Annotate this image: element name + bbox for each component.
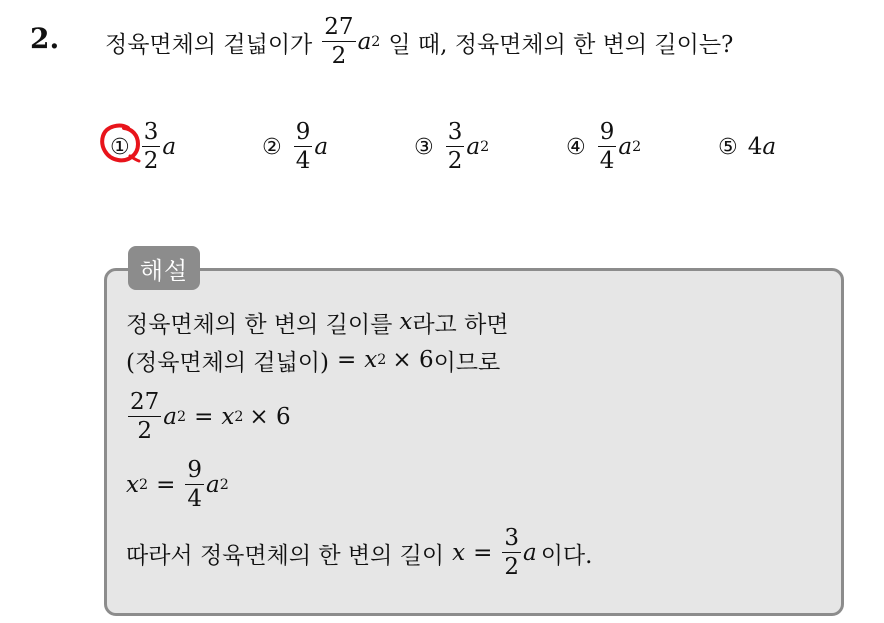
solution-line-1 — [126, 304, 509, 340]
choice-label: ③ — [414, 134, 434, 160]
solution-variable: a — [523, 540, 537, 566]
solution-variable: x — [452, 540, 466, 566]
solution-exponent: 2 — [177, 409, 187, 425]
solution-text: 라고 하면 — [412, 311, 509, 338]
solution-variable: x — [364, 347, 378, 373]
choice-numerator: 9 — [295, 119, 311, 145]
solution-text: (정육면체의 겉넓이) — [126, 349, 330, 376]
choice-denominator: 2 — [447, 148, 463, 174]
choice-1[interactable] — [110, 114, 176, 180]
choice-numerator: 3 — [143, 119, 159, 145]
solution-line-3 — [126, 386, 291, 448]
solution-line-5 — [126, 522, 592, 584]
choice-fraction — [142, 121, 161, 173]
choice-5[interactable] — [718, 114, 776, 180]
choice-label: ④ — [566, 134, 586, 160]
choice-fraction — [294, 121, 313, 173]
solution-equals: = — [473, 540, 493, 566]
solution-times: × 6 — [249, 404, 291, 430]
question-before: 정육면체의 겉넓이가 — [105, 31, 313, 58]
choice-label: ② — [262, 134, 282, 160]
choice-variable: a — [466, 134, 481, 160]
solution-exponent: 2 — [377, 352, 387, 368]
solution-denominator: 2 — [504, 554, 519, 580]
choice-variable: a — [762, 134, 777, 160]
question-number: 2. — [30, 22, 60, 55]
solution-equals: = — [194, 404, 214, 430]
solution-tag: 해설 — [128, 246, 200, 290]
solution-denominator: 4 — [187, 486, 202, 512]
solution-variable: x — [221, 404, 235, 430]
solution-line-2 — [126, 342, 500, 378]
question-frac-numerator: 27 — [324, 14, 354, 40]
solution-variable: a — [163, 404, 177, 430]
choice-4[interactable] — [566, 114, 641, 180]
solution-exponent: 2 — [234, 409, 244, 425]
choice-denominator: 2 — [143, 148, 159, 174]
solution-variable: a — [205, 472, 220, 498]
choice-fraction — [446, 121, 465, 173]
choice-denominator: 4 — [295, 148, 311, 174]
choice-3[interactable] — [414, 114, 489, 180]
choice-variable: a — [618, 134, 633, 160]
solution-text: 따라서 정육면체의 한 변의 길이 — [126, 542, 445, 569]
solution-numerator: 27 — [130, 389, 160, 415]
solution-numerator: 9 — [187, 457, 202, 483]
choice-numerator: 3 — [447, 119, 463, 145]
solution-times: × 6 — [392, 347, 434, 373]
question-text — [105, 10, 733, 74]
choice-label: ⑤ — [718, 134, 738, 160]
choice-exponent: 2 — [480, 139, 490, 155]
choice-variable: a — [314, 134, 329, 160]
solution-equals: = — [337, 347, 357, 373]
solution-equals: = — [156, 472, 176, 498]
choice-2[interactable] — [262, 114, 328, 180]
choice-exponent: 2 — [632, 139, 642, 155]
solution-text: 정육면체의 한 변의 길이를 — [126, 311, 393, 338]
question-variable: a — [357, 29, 372, 55]
choice-fraction — [598, 121, 617, 173]
question-exponent: 2 — [371, 34, 381, 50]
question-frac-denominator: 2 — [331, 43, 347, 69]
choice-coefficient: 4 — [747, 134, 763, 160]
choice-denominator: 4 — [599, 148, 615, 174]
solution-denominator: 2 — [137, 418, 152, 444]
solution-text: 이다. — [540, 542, 593, 569]
solution-variable: x — [126, 472, 139, 498]
solution-exponent: 2 — [219, 477, 229, 493]
question-after: 일 때, 정육면체의 한 변의 길이는? — [388, 31, 734, 58]
choice-numerator: 9 — [599, 119, 615, 145]
choice-variable: a — [162, 134, 177, 160]
solution-exponent: 2 — [138, 477, 149, 493]
solution-fraction — [185, 459, 204, 511]
question-fraction — [322, 16, 355, 68]
solution-fraction — [128, 391, 161, 443]
solution-line-4 — [126, 454, 229, 516]
solution-variable: x — [399, 309, 413, 335]
solution-fraction — [502, 527, 521, 579]
solution-numerator: 3 — [504, 525, 519, 551]
solution-text: 이므로 — [433, 349, 501, 376]
choice-label: ① — [110, 134, 130, 160]
